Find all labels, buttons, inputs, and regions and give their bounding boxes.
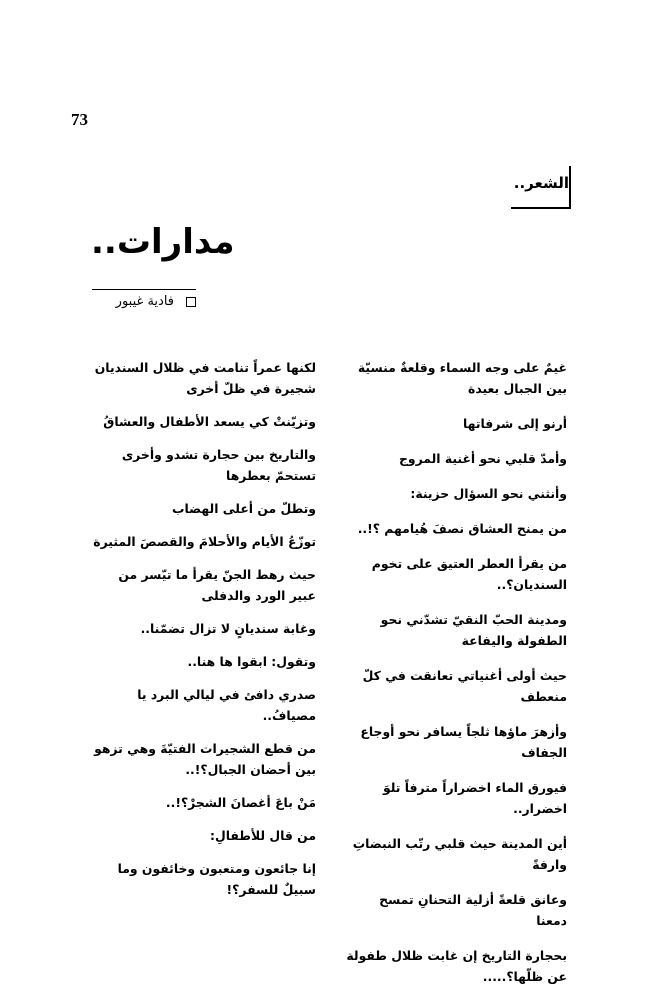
verse-line: وأنثني نحو السؤال حزينة: [410,486,567,501]
verse-line: وغابة سنديانٍ لا تزال تضمّنا.. [140,621,316,636]
verse-line: من قال للأطفالِ: [210,828,316,843]
verse-line: أرنو إلى شرفاتها [462,416,567,431]
verse-line: وتطلّ من أعلى الهضاب [172,501,316,516]
verse-line: صدري دافئ في ليالي البرد يا مصيافُ.. [137,687,316,723]
author-name: فادية غيبور [115,294,174,309]
verse-line: مَنْ باعَ أغصانَ الشجرْ؟!.. [165,795,316,810]
verse-line: أين المدينة حيث قلبي رتّب النبضاتِ وارفةً [352,836,567,872]
verse-line: حيث رهط الجنّ يقرأ ما تيّسر من عبير الورد والدفلى [118,567,316,603]
verse-line: حيث أولى أغنياتي تعانقت في كلّ منعطف [362,668,567,704]
verse-line: ومدينة الحبّ النقيّ تشدّني نحو الطفولة واليفاعة [380,612,567,648]
verse-line: فيورق الماء اخضراراً مترفاً تلوَ اخضرار.. [382,780,567,816]
verse-line: وعانق قلعةً أزلية التحنانِ تمسح دمعنا [379,892,567,928]
section-label-rule-vertical [569,166,571,209]
poem-column-right [345,357,567,1001]
verse-line: وأمدّ قلبي نحو أغنية المروج [398,451,567,466]
verse-line: توزّعُ الأيام والأحلامَ والقصصَ المثيرة [93,534,316,549]
verse-line: غيمٌ على وجه السماء وقلعةٌ منسيّة بين الجبال بعيدة [357,360,567,396]
poem-title: مدارات.. [91,222,235,262]
verse-line: وأزهرَ ماؤها ثلجاً يسافر نحو أوجاع الجفاف [360,724,567,760]
verse-line: من قطع الشجيرات الفتيّةَ وهي تزهو بين أحضان الجبال؟!.. [94,741,316,777]
verse-line: من يقرأ العطر العتيق على تخوم السنديان؟.. [371,556,567,592]
page-number: 73 [71,110,88,129]
verse-line: من يمنح العشاق نصفَ هُيامهم ؟!.. [357,521,567,536]
poem-column-left [88,357,316,912]
section-label: الشعر.. [513,174,569,192]
verse-line: والتاريخ بين حجارة تشدو وأخرى تستحمّ بعطرها [121,447,316,483]
verse-line: بحجارة التاريخ إن غابت ظلال طفولة عن ظلّها؟..... [346,948,567,984]
verse-line: إنا جائعون ومتعبون وخائفون وما سبيلٌ للسفر؟! [117,861,316,897]
square-bullet-icon [186,297,196,307]
verse-line: لكنها عمراً تنامت في ظلال السنديان شجيرة في ظلّ أخرى [94,360,316,396]
author-byline [92,289,196,318]
verse-line: وتقول: ابقوا ها هنا.. [187,654,316,669]
verse-line: وتزيّنتْ كي يسعد الأطفال والعشاقُ [103,414,316,429]
section-label-rule [511,207,569,209]
